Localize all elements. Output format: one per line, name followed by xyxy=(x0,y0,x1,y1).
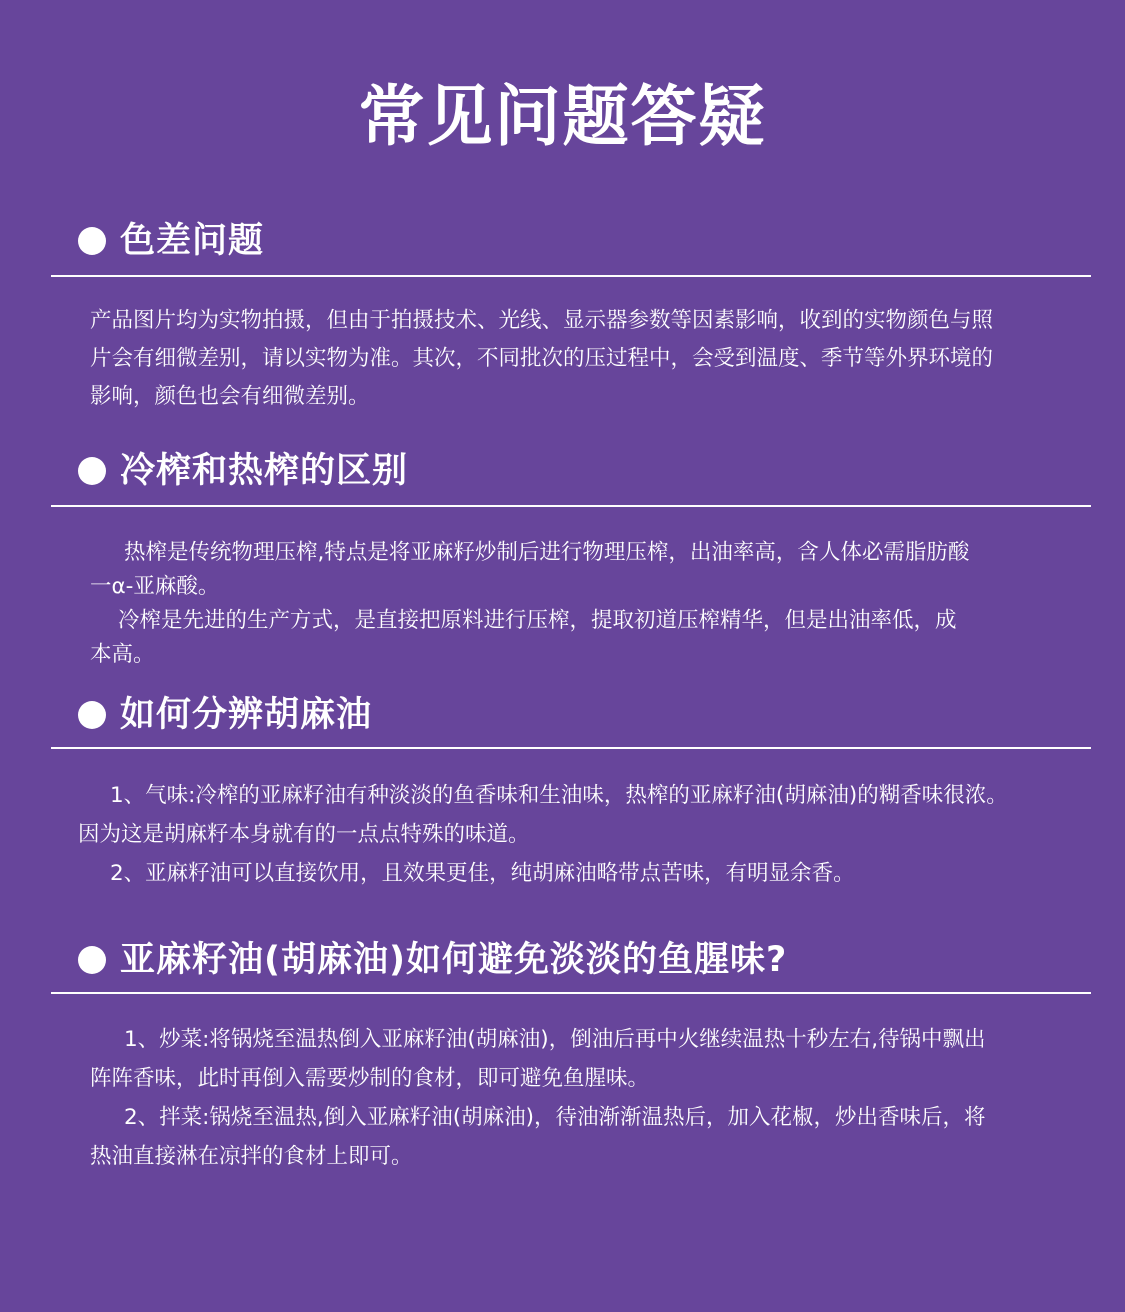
body-line: 影响，颜色也会有细微差别。 xyxy=(90,384,370,409)
body-line: 一α-亚麻酸。 xyxy=(90,574,220,599)
body-line: 片会有细微差别，请以实物为准。其次，不同批次的压过程中，会受到温度、季节等外界环境的 xyxy=(90,346,994,371)
section-heading xyxy=(78,217,264,265)
section-heading-text: 冷榨和热榨的区别 xyxy=(120,451,409,491)
body-line: 产品图片均为实物拍摄，但由于拍摄技术、光线、显示器参数等因素影响，收到的实物颜色与照 xyxy=(90,308,994,333)
bullet-dot-icon xyxy=(78,457,106,485)
body-line: 2、拌菜:锅烧至温热,倒入亚麻籽油(胡麻油)，待油渐渐温热后，加入花椒，炒出香味后，将 xyxy=(124,1105,986,1130)
section-heading-text: 如何分辨胡麻油 xyxy=(120,695,373,735)
section-divider xyxy=(51,275,1091,277)
section-body xyxy=(90,536,1090,672)
section-heading-text: 亚麻籽油(胡麻油)如何避免淡淡的鱼腥味? xyxy=(120,940,788,980)
body-line: 1、炒菜:将锅烧至温热倒入亚麻籽油(胡麻油)，倒油后再中火继续温热十秒左右,待锅中飘出 xyxy=(124,1027,986,1052)
section-divider xyxy=(51,992,1091,994)
body-line: 本高。 xyxy=(90,642,155,667)
section-heading xyxy=(78,691,372,739)
body-line: 2、亚麻籽油可以直接饮用，且效果更佳，纯胡麻油略带点苦味，有明显余香。 xyxy=(110,861,855,886)
section-heading-text: 色差问题 xyxy=(120,221,265,261)
section-divider xyxy=(51,747,1091,749)
section-divider xyxy=(51,505,1091,507)
section-heading xyxy=(78,936,787,984)
body-line: 阵阵香味，此时再倒入需要炒制的食材，即可避免鱼腥味。 xyxy=(90,1066,650,1091)
section-body xyxy=(78,776,1090,893)
body-line: 1、气味:冷榨的亚麻籽油有种淡淡的鱼香味和生油味，热榨的亚麻籽油(胡麻油)的糊香味很浓。 xyxy=(110,783,1008,808)
body-line: 热油直接淋在凉拌的食材上即可。 xyxy=(90,1144,413,1169)
section-heading xyxy=(78,447,408,495)
bullet-dot-icon xyxy=(78,946,106,974)
bullet-dot-icon xyxy=(78,227,106,255)
body-line: 因为这是胡麻籽本身就有的一点点特殊的味道。 xyxy=(78,822,530,847)
section-body xyxy=(90,1020,1090,1176)
page-title: 常见问题答疑 xyxy=(358,77,767,155)
section-body xyxy=(90,302,1090,416)
body-line: 冷榨是先进的生产方式，是直接把原料进行压榨，提取初道压榨精华，但是出油率低，成 xyxy=(118,608,957,633)
bullet-dot-icon xyxy=(78,701,106,729)
body-line: 热榨是传统物理压榨,特点是将亚麻籽炒制后进行物理压榨，出油率高，含人体必需脂肪酸 xyxy=(124,540,970,565)
